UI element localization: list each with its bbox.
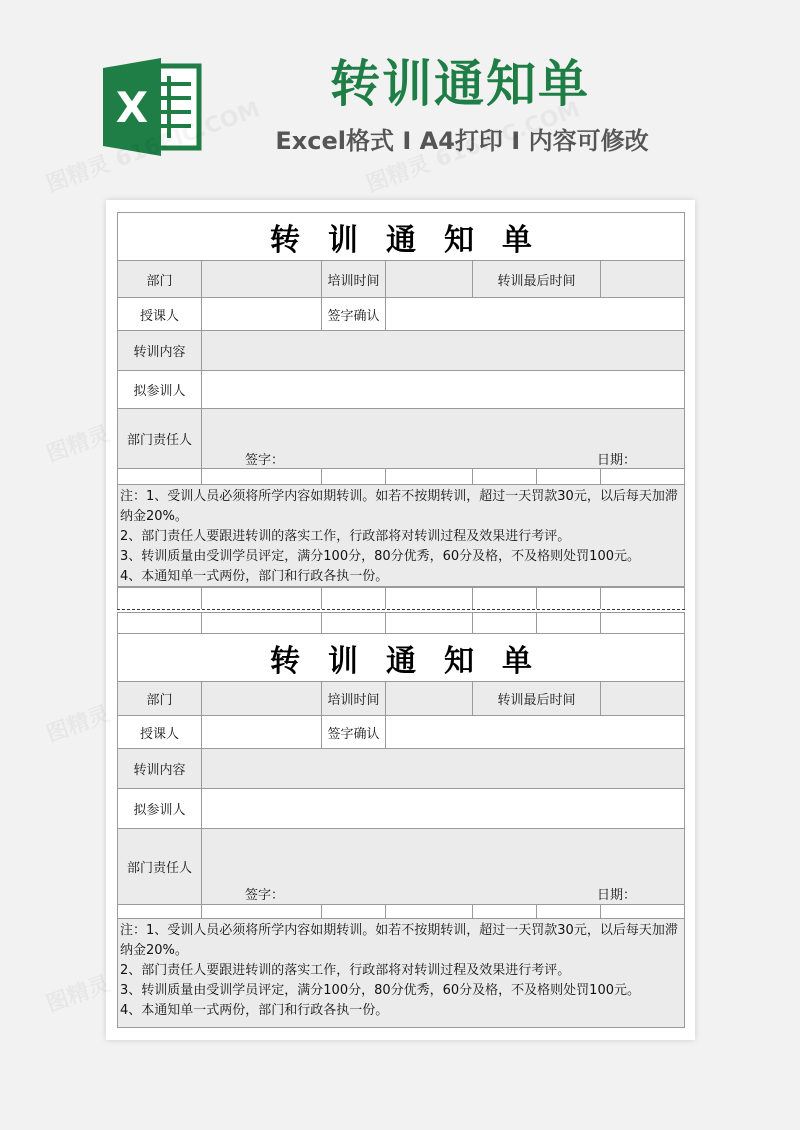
spacer-cell	[201, 612, 321, 633]
spacer-cell	[385, 612, 472, 633]
notes-block	[117, 484, 685, 587]
content-field[interactable]	[201, 748, 685, 788]
spacer-cell	[321, 904, 385, 918]
label-department: 部门	[117, 681, 201, 715]
department-field[interactable]	[201, 681, 321, 715]
spacer-cell	[600, 904, 685, 918]
label-instructor: 授课人	[117, 715, 201, 748]
label-content: 转训内容	[117, 330, 201, 370]
spacer-cell	[201, 904, 321, 918]
cut-line-divider	[117, 609, 685, 610]
trainees-field[interactable]	[201, 370, 685, 408]
spacer-cell	[472, 904, 536, 918]
spacer-cell	[536, 904, 600, 918]
label-training-deadline: 转训最后时间	[472, 681, 600, 715]
note-2: 2、部门责任人要跟进转训的落实工作，行政部将对转训过程及效果进行考评。	[120, 963, 571, 978]
spacer-cell	[117, 587, 201, 609]
signature-confirm-field[interactable]	[385, 715, 685, 748]
training-deadline-field[interactable]	[600, 260, 685, 297]
training-deadline-field[interactable]	[600, 681, 685, 715]
spacer-cell	[536, 468, 600, 484]
header-title: 转训通知单	[330, 55, 590, 113]
label-signature-confirm: 签字确认	[321, 297, 385, 330]
spacer-cell	[117, 612, 201, 633]
date-label: 日期：	[597, 453, 637, 468]
spacer-cell	[472, 468, 536, 484]
label-dept-head: 部门责任人	[117, 408, 201, 468]
excel-logo-icon	[103, 58, 203, 156]
trainees-field[interactable]	[201, 788, 685, 828]
label-training-time: 培训时间	[321, 681, 385, 715]
label-content: 转训内容	[117, 748, 201, 788]
spacer-cell	[536, 587, 600, 609]
spacer-cell	[600, 468, 685, 484]
spacer-cell	[600, 587, 685, 609]
note-4: 4、本通知单一式两份，部门和行政各执一份。	[120, 569, 389, 584]
label-department: 部门	[117, 260, 201, 297]
label-instructor: 授课人	[117, 297, 201, 330]
spacer-cell	[600, 612, 685, 633]
spacer-row	[117, 612, 685, 633]
spacer-cell	[321, 612, 385, 633]
training-notice-form-copy	[117, 633, 685, 1028]
spacer-cell	[321, 468, 385, 484]
form-title: 转训通知单	[117, 633, 685, 681]
label-signature-confirm: 签字确认	[321, 715, 385, 748]
label-training-time: 培训时间	[321, 260, 385, 297]
department-field[interactable]	[201, 260, 321, 297]
spacer-cell	[385, 904, 472, 918]
training-notice-form	[117, 212, 685, 612]
notes-block	[117, 918, 685, 1028]
instructor-field[interactable]	[201, 715, 321, 748]
note-2: 2、部门责任人要跟进转训的落实工作，行政部将对转训过程及效果进行考评。	[120, 529, 571, 544]
label-training-deadline: 转训最后时间	[472, 260, 600, 297]
header-subtitle: Excel格式 I A4打印 I 内容可修改	[275, 127, 649, 155]
spacer-cell	[536, 612, 600, 633]
signature-confirm-field[interactable]	[385, 297, 685, 330]
note-3: 3、转训质量由受训学员评定，满分100分，80分优秀，60分及格，不及格则处罚100元。	[120, 549, 640, 564]
spacer-cell	[385, 468, 472, 484]
sign-label: 签字：	[245, 453, 285, 468]
spacer-cell	[472, 612, 536, 633]
label-trainees: 拟参训人	[117, 788, 201, 828]
date-label: 日期：	[597, 888, 637, 903]
spacer-cell	[385, 587, 472, 609]
training-time-field[interactable]	[385, 260, 472, 297]
note-4: 4、本通知单一式两份，部门和行政各执一份。	[120, 1003, 389, 1018]
spacer-cell	[201, 468, 321, 484]
note-1: 注：1、受训人员必须将所学内容如期转训。如若不按期转训，超过一天罚款30元，以后每天加滞纳金20%。	[120, 923, 678, 958]
training-time-field[interactable]	[385, 681, 472, 715]
content-field[interactable]	[201, 330, 685, 370]
svg-text:X: X	[115, 83, 149, 132]
form-title: 转训通知单	[117, 212, 685, 260]
page-header	[0, 0, 800, 190]
label-dept-head: 部门责任人	[117, 828, 201, 904]
note-3: 3、转训质量由受训学员评定，满分100分，80分优秀，60分及格，不及格则处罚100元。	[120, 983, 640, 998]
spacer-cell	[201, 587, 321, 609]
spacer-cell	[472, 587, 536, 609]
spacer-cell	[321, 587, 385, 609]
sign-label: 签字：	[245, 888, 285, 903]
spacer-cell	[117, 468, 201, 484]
instructor-field[interactable]	[201, 297, 321, 330]
label-trainees: 拟参训人	[117, 370, 201, 408]
note-1: 注：1、受训人员必须将所学内容如期转训。如若不按期转训，超过一天罚款30元，以后每天加滞纳金20%。	[120, 489, 678, 524]
spacer-cell	[117, 904, 201, 918]
